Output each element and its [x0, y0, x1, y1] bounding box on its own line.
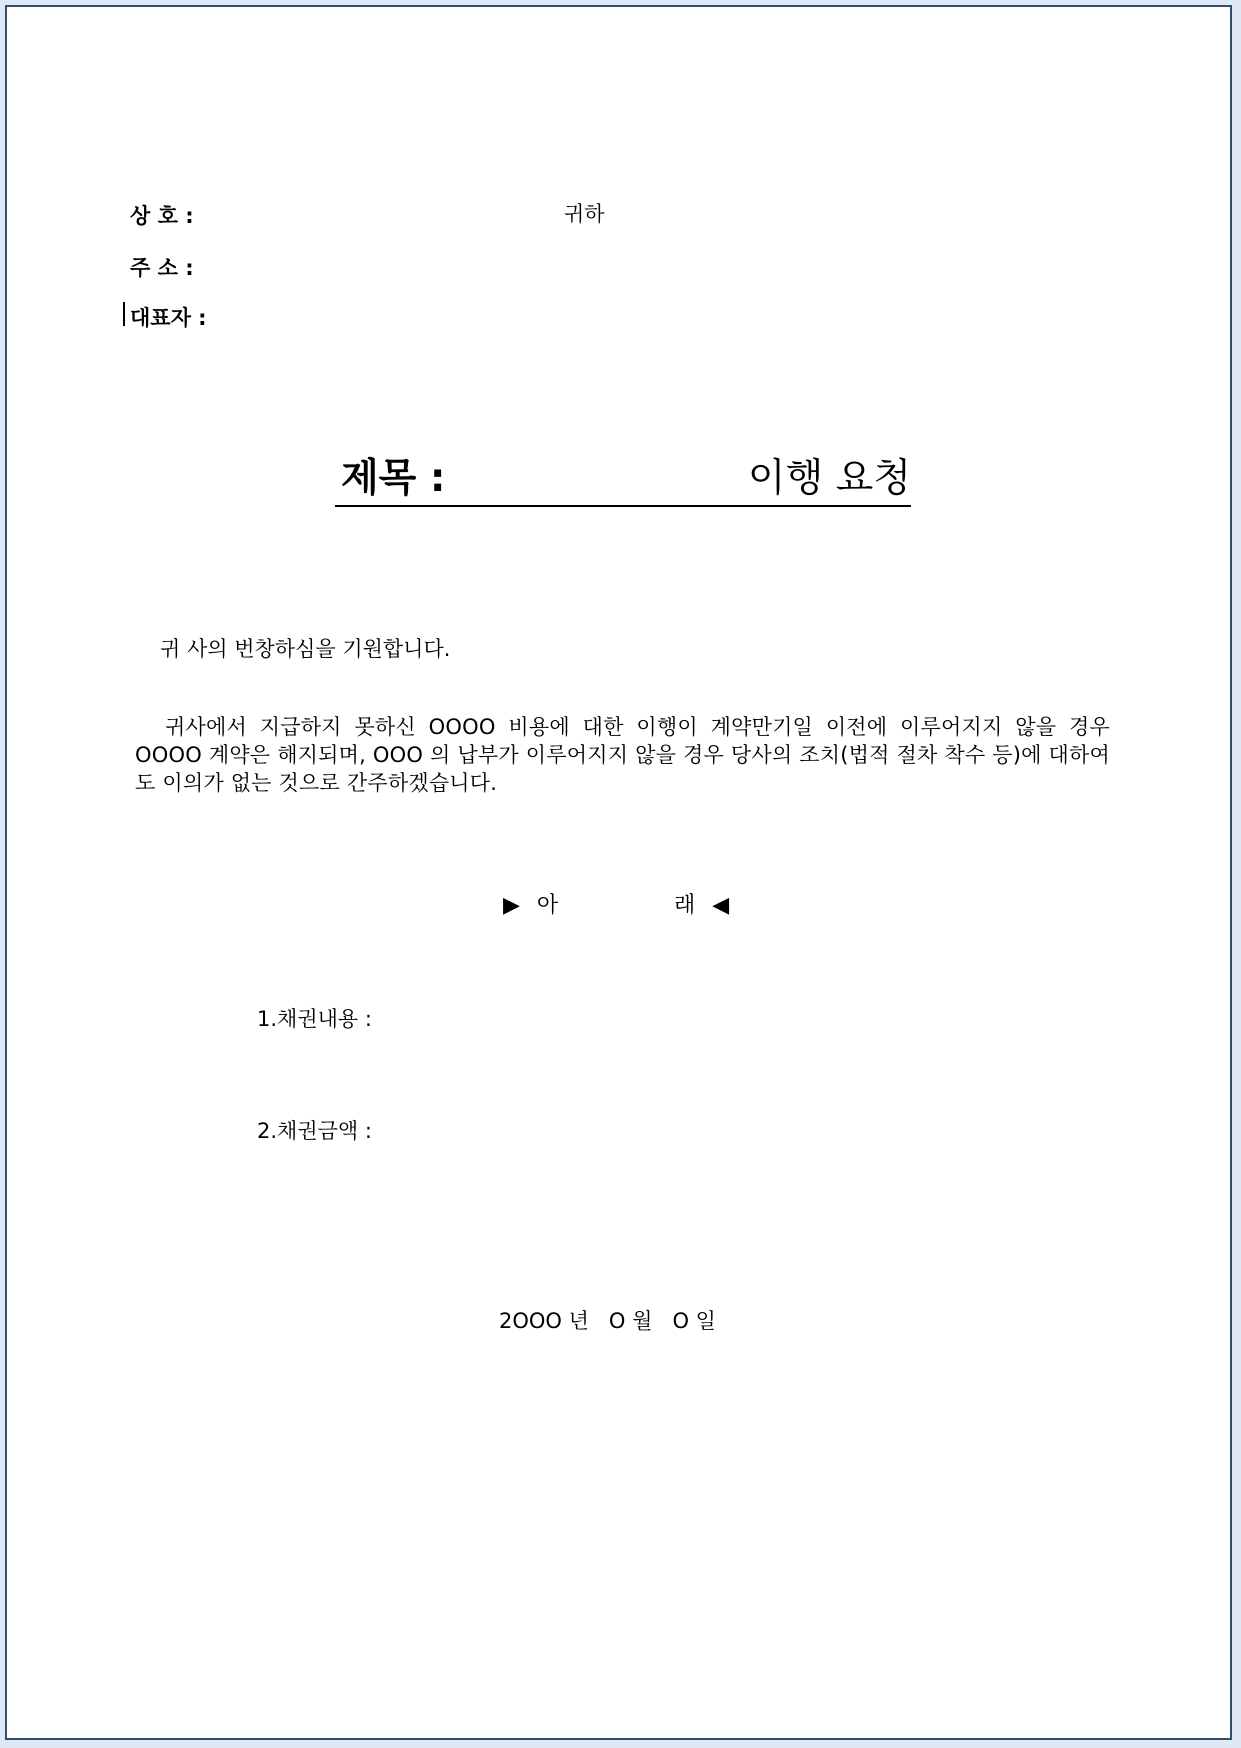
section-left-text: 아	[536, 893, 559, 918]
right-triangle-icon: ▶	[503, 893, 520, 918]
item-claim-content: 1.채권내용 :	[257, 1007, 372, 1031]
section-heading-right	[674, 888, 729, 919]
section-heading-left	[503, 888, 558, 919]
representative-label: 대표자 :	[130, 306, 207, 330]
item-claim-amount: 2.채권금액 :	[257, 1119, 372, 1143]
honorific: 귀하	[564, 202, 605, 226]
document-title	[335, 453, 911, 507]
date-line: 2OOO 년 O 월 O 일	[499, 1309, 716, 1333]
title-text: 이행 요청	[747, 456, 911, 501]
title-label: 제목 :	[341, 456, 446, 501]
company-label: 상 호 :	[130, 204, 194, 228]
section-right-text: 래	[674, 893, 696, 918]
left-triangle-icon: ◀	[712, 893, 730, 918]
main-paragraph: 귀사에서 지급하지 못하신 OOOO 비용에 대한 이행이 계약만기일 이전에 이루어지지 않을 경우 OOOO 계약은 해지되며, OOO 의 납부가 이루어지지 않을 경우 당사의 조치(법적 절차 착수 등)에 대하여도 이의가 없는 것으로 간주하겠습니다.	[135, 715, 1110, 795]
text-cursor	[123, 302, 125, 326]
address-label: 주 소 :	[130, 256, 194, 280]
document-page	[5, 5, 1232, 1740]
greeting-line: 귀 사의 번창하심을 기원합니다.	[160, 637, 451, 661]
